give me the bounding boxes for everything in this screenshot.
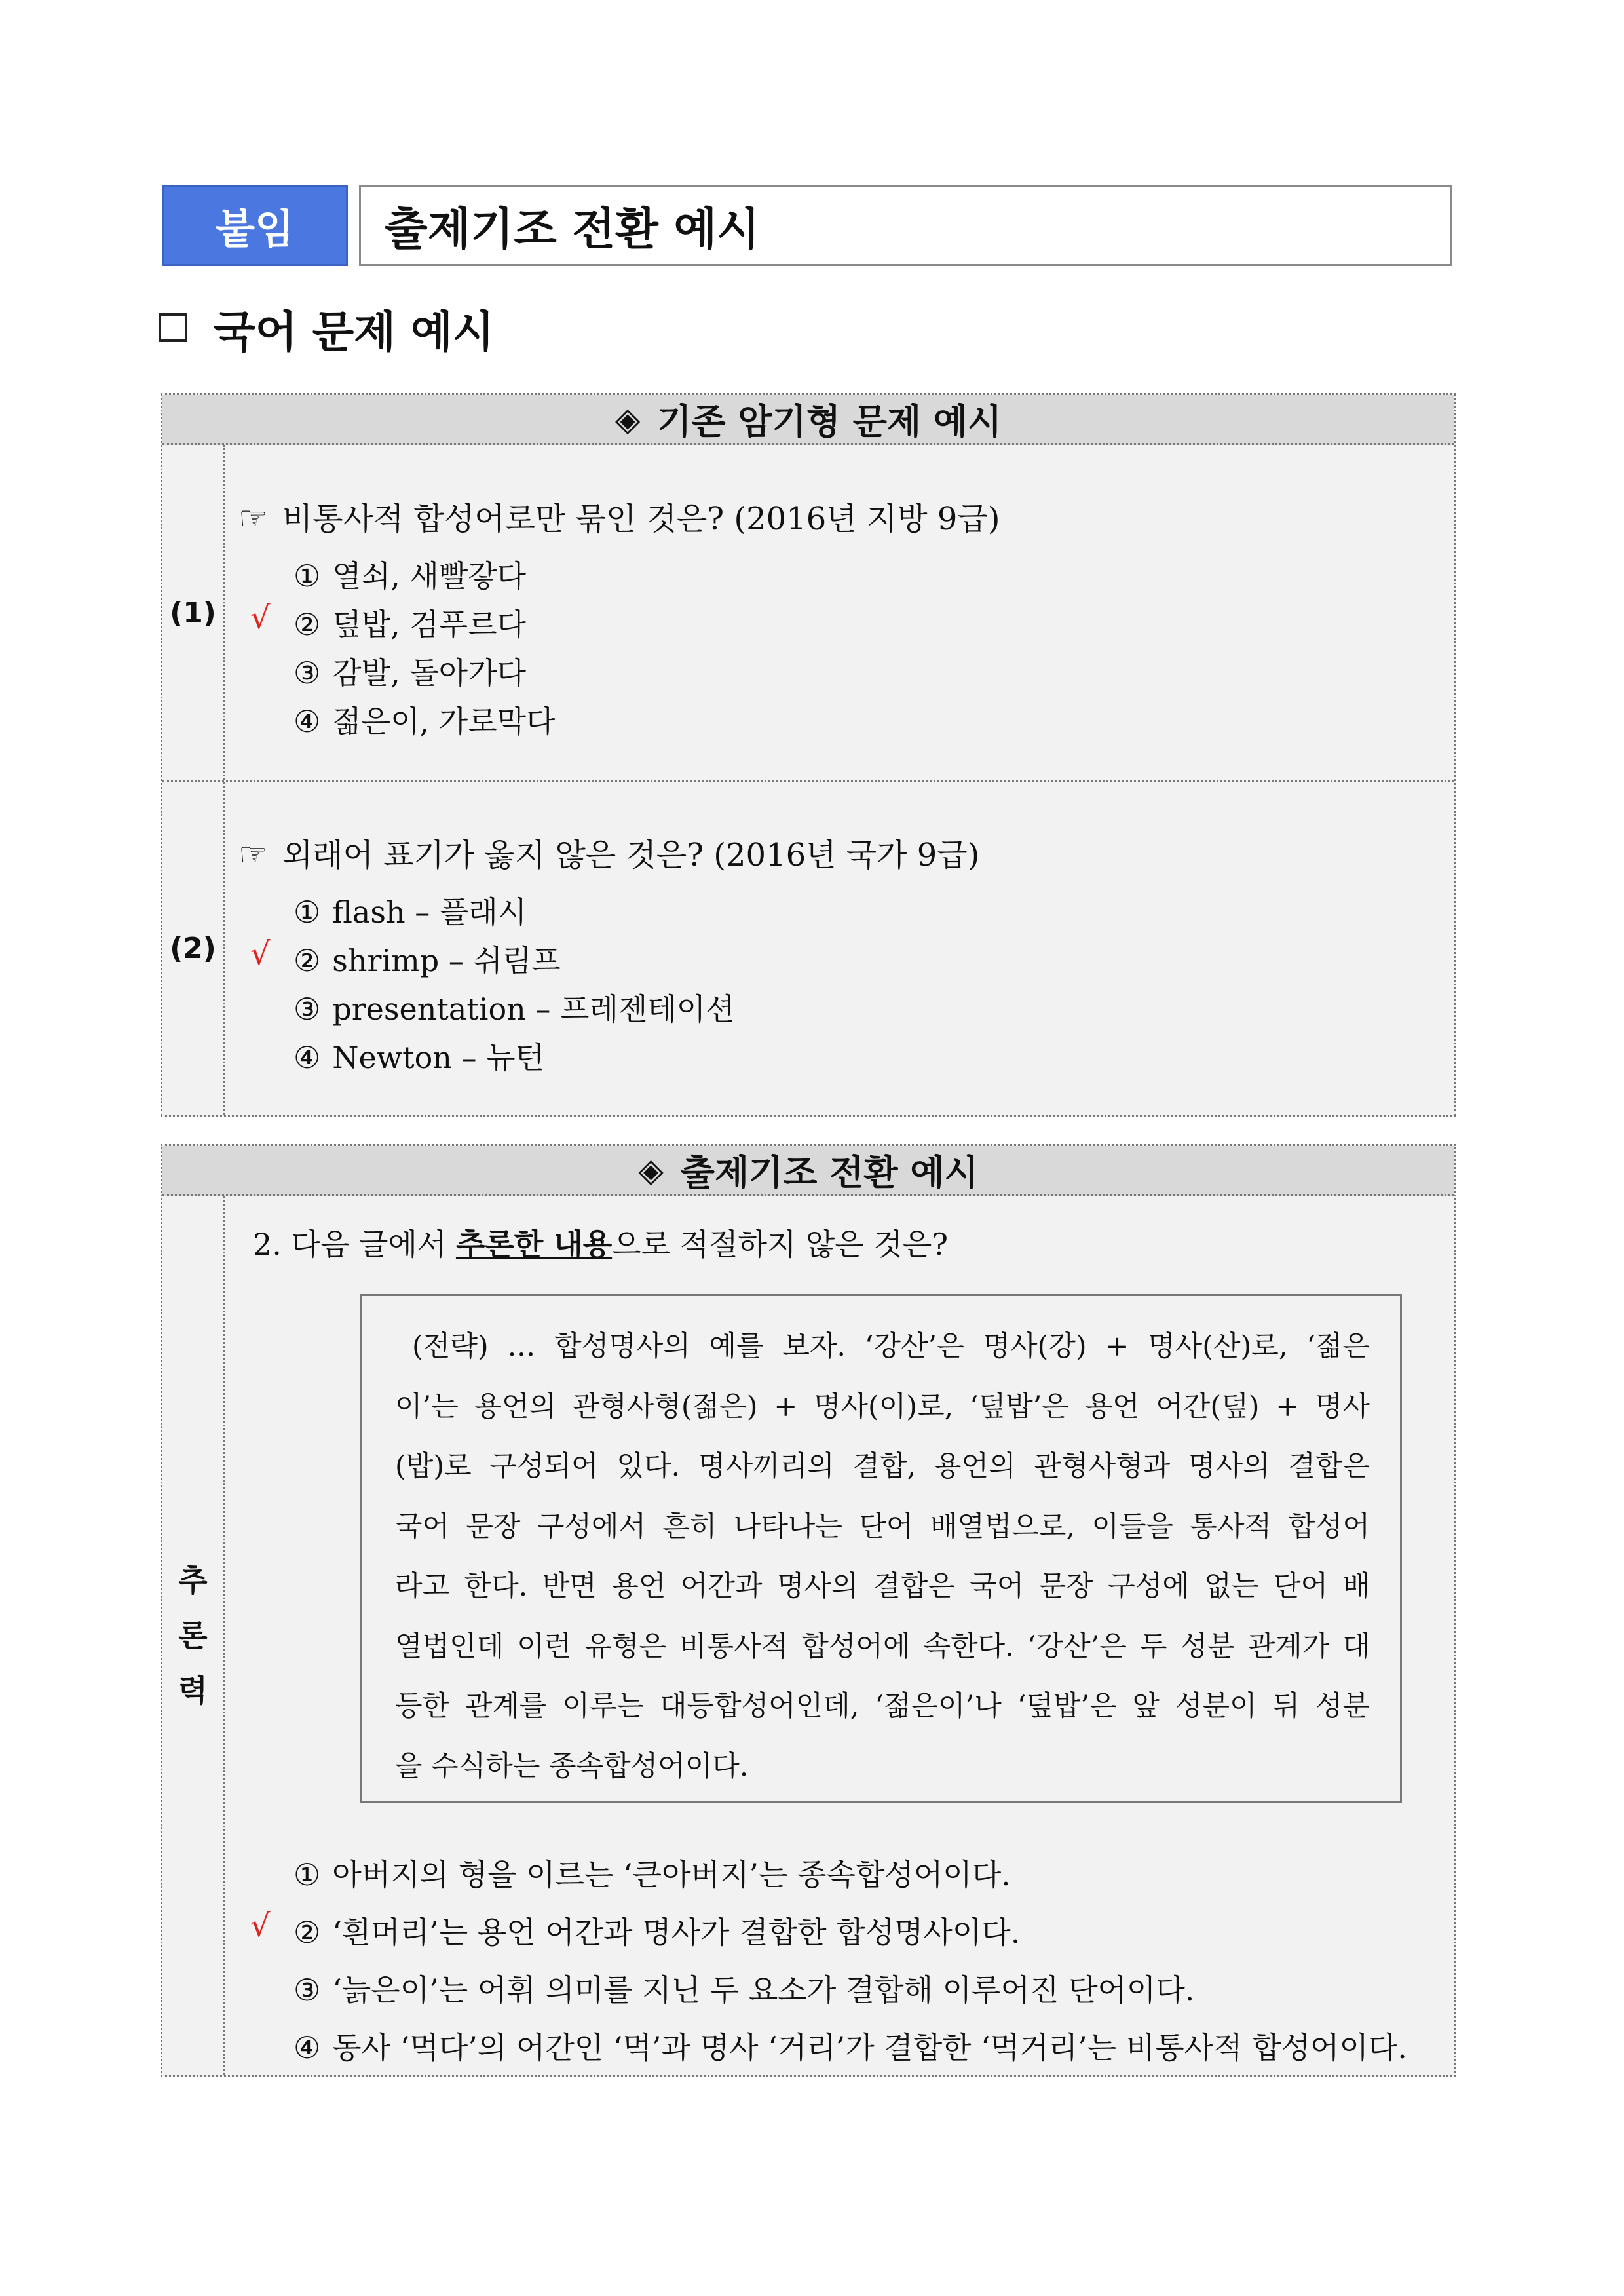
passage-line: 열법인데 이런 유형은 비통사적 합성어에 속한다. ‘강산’은 두 성분 관계가 대	[395, 1630, 1370, 1663]
option-number: ①	[293, 1857, 321, 1892]
table-heading-text: 기존 암기형 문제 예시	[657, 401, 1002, 442]
question-row	[162, 445, 1454, 780]
passage-line: 등한 관계를 이루는 대등합성어인데, ‘젊은이’나 ‘덮밥’은 앞 성분이 뒤 성분	[395, 1690, 1370, 1723]
table-heading-text: 출제기조 전환 예시	[680, 1152, 979, 1193]
question-text	[238, 493, 1000, 539]
option-text: 젊은이, 가로막다	[332, 704, 556, 739]
passage-line: (전략) … 합성명사의 예를 보자. ‘강산’은 명사(강) + 명사(산)로, ‘젊은	[412, 1330, 1370, 1363]
question-emphasis: 추론한 내용	[455, 1227, 613, 1262]
question-stem: 비통사적 합성어로만 묶인 것은? (2016년 지방 9급)	[282, 501, 1000, 537]
option-number: ③	[293, 1972, 321, 2008]
option-number: ②	[293, 607, 321, 642]
option-1	[293, 889, 527, 932]
option-4	[293, 698, 556, 741]
option-3	[293, 985, 735, 1029]
passage-line: 라고 한다. 반면 용언 어간과 명사의 결합은 국어 문장 구성에 없는 단어 배	[395, 1570, 1370, 1603]
attachment-tag: 붙임	[162, 185, 348, 266]
option-1	[293, 1851, 1011, 1894]
option-text: 열쇠, 새빨갛다	[332, 558, 527, 594]
option-text: ‘흰머리’는 용언 어간과 명사가 결합한 합성명사이다.	[332, 1915, 1021, 1950]
label-char: 력	[178, 1673, 208, 1708]
pointing-hand-icon: ☞	[238, 835, 268, 873]
question-number: (2)	[162, 782, 225, 1115]
diamond-icon: ◈	[614, 400, 641, 438]
new-direction-example-table	[161, 1144, 1456, 2077]
document-title	[359, 185, 1452, 266]
question-content	[225, 1196, 1454, 2075]
section-heading-text: 국어 문제 예시	[214, 306, 495, 357]
option-3	[293, 649, 526, 693]
option-number: ③	[293, 655, 321, 691]
option-number: ④	[293, 1040, 321, 1075]
option-4	[293, 2024, 1407, 2067]
section-heading	[159, 298, 495, 357]
checkbox-square-icon	[159, 313, 187, 342]
correct-answer-check-icon: √	[250, 936, 271, 972]
question-content	[225, 445, 1454, 780]
category-label-text	[178, 1553, 207, 1718]
option-text: 동사 ‘먹다’의 어간인 ‘먹’과 명사 ‘거리’가 결합한 ‘먹거리’는 비통사적 합성어이다.	[332, 2030, 1407, 2065]
option-text: flash – 플래시	[332, 894, 527, 930]
passage-line: 을 수식하는 종속합성어이다.	[395, 1750, 749, 1783]
option-number: ②	[293, 943, 321, 978]
table-heading	[162, 1146, 1454, 1196]
option-text: presentation – 프레젠테이션	[332, 991, 735, 1027]
pointing-hand-icon: ☞	[238, 499, 268, 537]
correct-answer-check-icon: √	[250, 600, 271, 636]
option-number: ④	[293, 704, 321, 739]
question-stem-prefix: 2. 다음 글에서	[253, 1227, 456, 1262]
passage-line: 국어 문장 구성에서 흔히 나타나는 단어 배열법으로, 이들을 통사적 합성어	[395, 1510, 1370, 1543]
option-text: 덮밥, 검푸르다	[332, 607, 527, 642]
option-number: ④	[293, 2030, 321, 2065]
memorization-examples-table	[161, 393, 1456, 1117]
option-4	[293, 1034, 544, 1077]
document-title-text: 출제기조 전환 예시	[385, 204, 760, 256]
option-1	[293, 552, 526, 596]
question-content	[225, 782, 1454, 1115]
category-label	[162, 1196, 225, 2075]
option-number: ③	[293, 991, 321, 1027]
diamond-icon: ◈	[638, 1151, 664, 1189]
question-stem: 외래어 표기가 옳지 않은 것은? (2016년 국가 9급)	[282, 837, 980, 873]
option-text: 아버지의 형을 이르는 ‘큰아버지’는 종속합성어이다.	[332, 1857, 1011, 1892]
question-text	[238, 830, 979, 875]
option-text: 감발, 돌아가다	[332, 655, 527, 691]
label-char: 추	[178, 1563, 208, 1598]
question-stem-suffix: 으로 적절하지 않은 것은?	[612, 1227, 949, 1262]
reading-passage	[360, 1294, 1402, 1803]
label-char: 론	[178, 1618, 208, 1653]
option-text: ‘늙은이’는 어휘 의미를 지닌 두 요소가 결합해 이루어진 단어이다.	[332, 1972, 1195, 2008]
option-2	[293, 601, 526, 644]
option-2	[293, 1909, 1020, 1952]
option-3	[293, 1966, 1194, 2010]
question-row	[162, 1196, 1454, 2075]
option-text: shrimp – 쉬림프	[332, 943, 561, 978]
passage-line: 이’는 용언의 관형사형(젊은) + 명사(이)로, ‘덮밥’은 용언 어간(덮) + 명사	[395, 1390, 1370, 1423]
question-row	[162, 780, 1454, 1115]
option-text: Newton – 뉴턴	[332, 1040, 545, 1075]
question-number: (1)	[162, 445, 225, 780]
passage-line: (밥)로 구성되어 있다. 명사끼리의 결합, 용언의 관형사형과 명사의 결합은	[395, 1450, 1370, 1483]
correct-answer-check-icon: √	[250, 1907, 271, 1944]
option-2	[293, 937, 561, 980]
option-number: ①	[293, 558, 321, 594]
option-number: ②	[293, 1915, 321, 1950]
option-number: ①	[293, 894, 321, 930]
table-heading	[162, 395, 1454, 445]
question-stem	[253, 1221, 948, 1264]
